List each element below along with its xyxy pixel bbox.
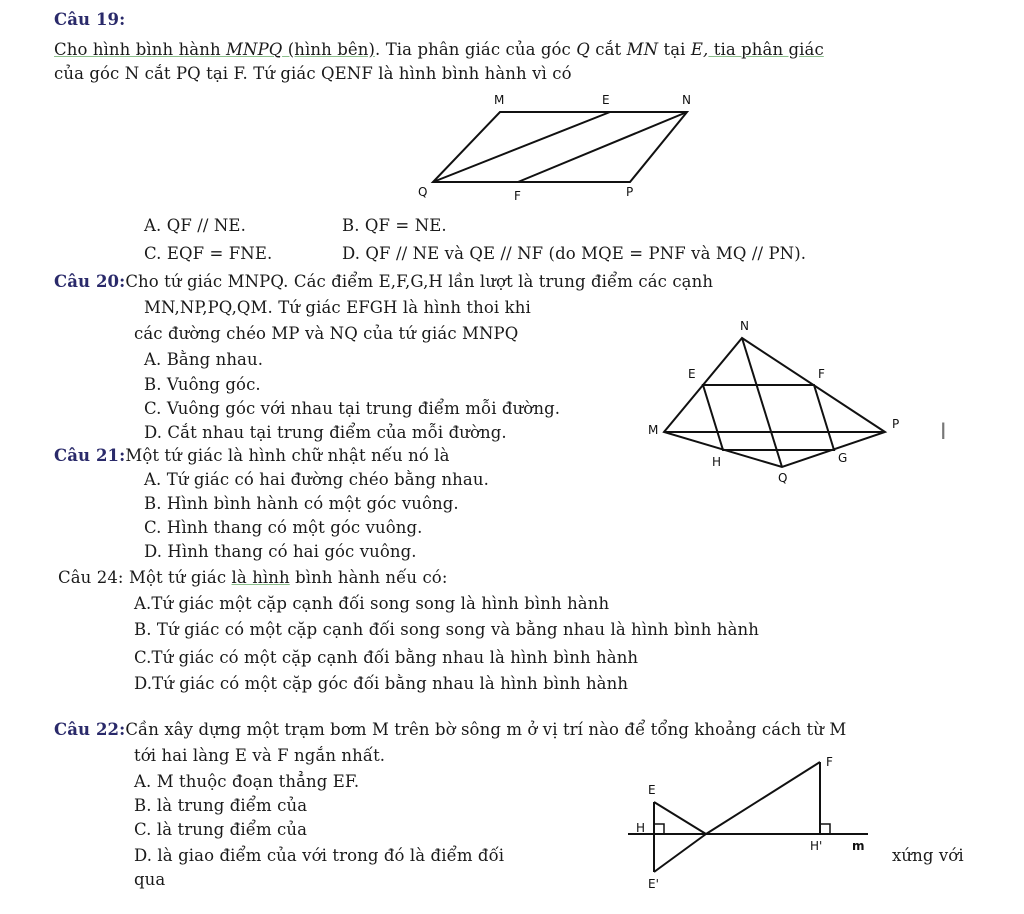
q19-line2: của góc N cắt PQ tại F. Tứ giác QENF là hình bình hành vì có [54,64,572,83]
q19-option-d: D. QF // NE và QE // NF (do MQE = PNF và MQ // PN). [342,244,807,263]
label-q: Q [778,471,788,485]
label-p: P [892,417,900,431]
label-n: N [740,319,749,333]
q20-quadrilateral-figure [640,316,910,491]
q21-option-d: D. Hình thang có hai góc vuông. [144,542,417,561]
parallelogram-mnpq [433,112,687,182]
q24-option-b: B. Tứ giác có một cặp cạnh đối song song và bằng nhau là hình bình hành [134,620,759,639]
q22-option-d-tail: xứng với [892,846,964,865]
label-e-prime: E' [648,877,659,891]
label-n: N [682,93,691,107]
right-angle-h2 [820,824,830,834]
label-g: G [838,451,848,465]
label-f: F [514,189,521,203]
q22-option-d: D. là giao điểm của với trong đó là điểm đối [134,846,505,865]
label-e: E [648,783,656,797]
q20-option-a: A. Bằng nhau. [144,350,264,369]
q22-option-d-next: qua [134,870,166,889]
segment-e2-m [654,834,706,872]
q21-option-c: C. Hình thang có một góc vuông. [144,518,423,537]
q22-option-c: C. là trung điểm của [134,820,308,839]
q24-option-a: A.Tứ giác một cặp cạnh đối song song là hình bình hành [134,594,610,613]
label-e: E [688,367,696,381]
label-m: M [494,93,505,107]
label-h: H [636,821,646,835]
q20-line2: MN,NP,PQ,QM. Tứ giác EFGH là hình thoi khi [144,298,531,317]
segment-e-m [654,802,706,834]
quadrilateral-mnpq [664,338,885,467]
right-angle-h [654,824,664,834]
q22-line1: Câu 22:Cần xây dựng một trạm bơm M trên bờ sông m ở vị trí nào để tổng khoảng cách từ M [54,720,847,739]
text-cursor-icon: I [940,420,947,445]
quadrilateral-efgh [703,385,834,450]
q20-option-b: B. Vuông góc. [144,375,261,394]
label-m-river: m [852,839,865,853]
label-p: P [626,185,634,199]
q22-line2: tới hai làng E và F ngắn nhất. [134,746,386,765]
segment-qe [433,112,610,182]
label-q: Q [418,185,428,199]
q19-parallelogram-figure [410,88,710,208]
q21-option-a: A. Tứ giác có hai đường chéo bằng nhau. [144,470,489,489]
q24-line1: Câu 24: Một tứ giác là hình bình hành nếu có: [58,568,448,587]
label-f: F [818,367,825,381]
q19-option-b: B. QF = NE. [342,216,447,235]
q19-title: Câu 19: [54,10,126,29]
q24-option-c: C.Tứ giác có một cặp cạnh đối bằng nhau là hình bình hành [134,648,639,667]
q20-line1: Câu 20:Cho tứ giác MNPQ. Các điểm E,F,G,H lần lượt là trung điểm các cạnh [54,272,714,291]
q20-line3: các đường chéo MP và NQ của tứ giác MNPQ [134,324,519,343]
q19-line1: Cho hình bình hành MNPQ (hình bên). Tia phân giác của góc Q cắt MN tại E, tia phân giác [54,40,824,59]
q21-option-b: B. Hình bình hành có một góc vuông. [144,494,459,513]
label-h-prime: H' [810,839,823,853]
segment-nf [518,112,687,182]
label-h: H [712,455,722,469]
q20-option-d: D. Cắt nhau tại trung điểm của mỗi đường. [144,423,507,442]
diagonal-nq [742,338,782,467]
q21-line1: Câu 21:Một tứ giác là hình chữ nhật nếu nó là [54,446,450,465]
q20-option-c: C. Vuông góc với nhau tại trung điểm mỗi đường. [144,399,561,418]
label-f: F [826,755,833,769]
label-e: E [602,93,610,107]
label-m: M [648,423,659,437]
q22-option-a: A. M thuộc đoạn thẳng EF. [134,772,360,791]
q22-option-b: B. là trung điểm của [134,796,308,815]
q22-river-figure [628,754,878,894]
q24-option-d: D.Tứ giác có một cặp góc đối bằng nhau là hình bình hành [134,674,629,693]
q19-option-c: C. EQF = FNE. [144,244,273,263]
q19-option-a: A. QF // NE. [144,216,246,235]
segment-m-f [706,762,820,834]
